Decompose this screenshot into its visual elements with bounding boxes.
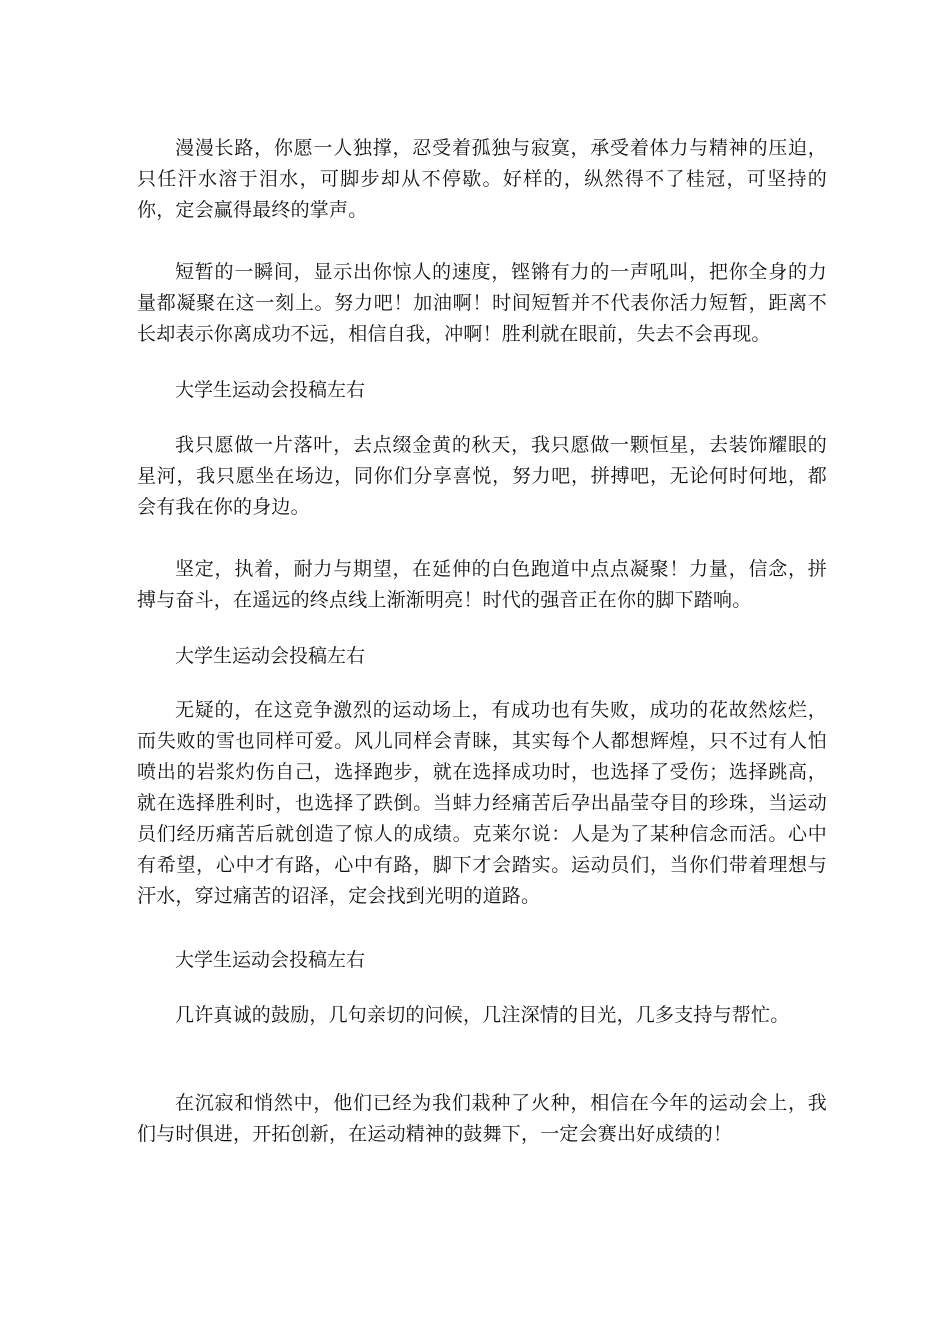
- paragraph: [137, 133, 827, 226]
- paragraph: [137, 430, 827, 523]
- paragraph-text: 漫漫长路，你愿一人独撑，忍受着孤独与寂寞，承受着体力与精神的压迫，只任汗水溶于泪水，可脚步却从不停歇。好样的，纵然得不了桂冠，可坚持的你，定会赢得最终的掌声。: [137, 137, 827, 221]
- paragraph: [137, 554, 827, 616]
- paragraph-text: 短暂的一瞬间，显示出你惊人的速度，铿锵有力的一声吼叫，把你全身的力量都凝聚在这一刻上。努力吧！加油啊！时间短暂并不代表你活力短暂，距离不长却表示你离成功不远，相信自我，冲啊！胜利就在眼前，失去不会再现。: [137, 261, 827, 345]
- section-heading: 大学生运动会投稿左右: [175, 645, 366, 667]
- paragraph-text: 坚定，执着，耐力与期望，在延伸的白色跑道中点点凝聚！力量，信念，拼搏与奋斗，在遥远的终点线上渐渐明亮！时代的强音正在你的脚下踏响。: [137, 558, 827, 611]
- paragraph-text: 无疑的，在这竞争激烈的运动场上，有成功也有失败，成功的花故然炫烂，而失败的雪也同样可爱。风儿同样会青睐，其实每个人都想辉煌，只不过有人怕喷出的岩浆灼伤自己，选择跑步，就在选择成功时，也选择了受伤；选择跳高，就在选择胜利时，也选择了跌倒。当蚌力经痛苦后孕出晶莹夺目的珍珠，当运动员们经历痛苦后就创造了惊人的成绩。克莱尔说：人是为了某种信念而活。心中有希望，心中才有路，心中有路，脚下才会踏实。运动员们，当你们带着理想与汗水，穿过痛苦的诏泽，定会找到光明的道路。: [137, 699, 827, 907]
- paragraph-text: 我只愿做一片落叶，去点缀金黄的秋天，我只愿做一颗恒星，去装饰耀眼的星河，我只愿坐在场边，同你们分享喜悦，努力吧，拼搏吧，无论何时何地，都会有我在你的身边。: [137, 434, 827, 518]
- section-heading: 大学生运动会投稿左右: [175, 949, 366, 971]
- section-heading: 大学生运动会投稿左右: [175, 379, 366, 401]
- paragraph: [137, 695, 827, 912]
- paragraph: [137, 257, 827, 350]
- paragraph: [137, 1088, 827, 1150]
- paragraph-text: 几许真诚的鼓励，几句亲切的问候，几注深情的目光，几多支持与帮忙。: [175, 1004, 790, 1026]
- paragraph: [137, 1000, 827, 1031]
- paragraph-text: 在沉寂和悄然中，他们已经为我们栽种了火种，相信在今年的运动会上，我们与时俱进，开拓创新，在运动精神的鼓舞下，一定会赛出好成绩的！: [137, 1092, 827, 1145]
